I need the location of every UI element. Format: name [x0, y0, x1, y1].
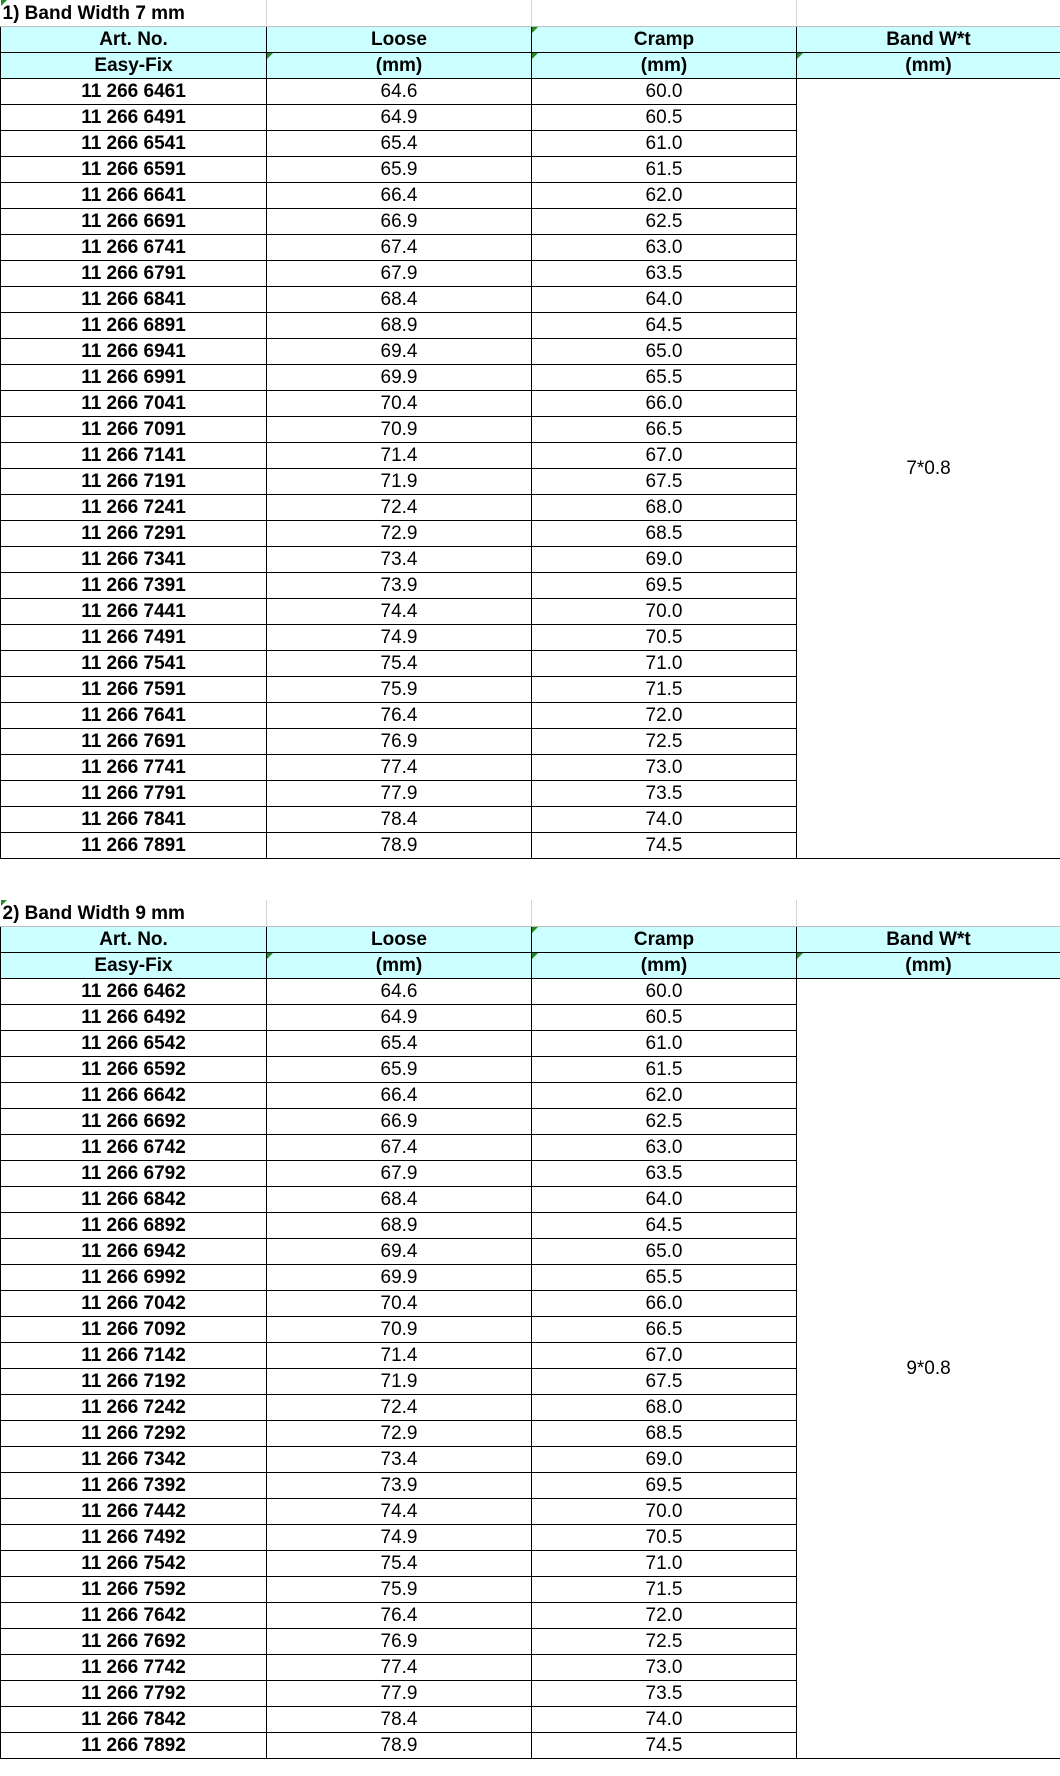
art-no-cell[interactable]: 11 266 6692: [1, 1109, 267, 1135]
art-no-cell[interactable]: 11 266 7791: [1, 781, 267, 807]
section-title-cell[interactable]: [1, 0, 267, 27]
loose-cell[interactable]: 71.4: [267, 443, 532, 469]
art-no-cell[interactable]: 11 266 7142: [1, 1343, 267, 1369]
loose-cell[interactable]: 66.9: [267, 1109, 532, 1135]
cramp-cell[interactable]: 70.0: [532, 599, 797, 625]
cramp-cell[interactable]: 61.5: [532, 157, 797, 183]
loose-cell[interactable]: 70.9: [267, 1317, 532, 1343]
art-no-cell[interactable]: 11 266 7442: [1, 1499, 267, 1525]
loose-cell[interactable]: 69.4: [267, 339, 532, 365]
cramp-cell[interactable]: 60.5: [532, 105, 797, 131]
loose-cell[interactable]: 74.9: [267, 625, 532, 651]
loose-cell[interactable]: 78.9: [267, 833, 532, 859]
header-label: Loose: [371, 929, 427, 950]
cramp-cell[interactable]: 74.0: [532, 1707, 797, 1733]
loose-cell[interactable]: 64.9: [267, 105, 532, 131]
loose-cell[interactable]: 76.4: [267, 1603, 532, 1629]
comment-marker-icon: [532, 927, 538, 933]
header-band-wt[interactable]: [797, 927, 1060, 953]
cramp-cell[interactable]: 62.5: [532, 1109, 797, 1135]
loose-cell[interactable]: 70.4: [267, 391, 532, 417]
comment-marker-icon: [1, 0, 7, 6]
band-wt-merged-cell[interactable]: 9*0.8: [797, 979, 1060, 1759]
loose-cell[interactable]: 76.9: [267, 729, 532, 755]
art-no-cell[interactable]: 11 266 6542: [1, 1031, 267, 1057]
cramp-cell[interactable]: 71.0: [532, 651, 797, 677]
header-label: Band W*t: [886, 29, 971, 50]
art-no-cell[interactable]: 11 266 7141: [1, 443, 267, 469]
loose-cell[interactable]: 77.9: [267, 1681, 532, 1707]
comment-marker-icon: [797, 53, 803, 59]
header-label: Band W*t: [886, 929, 971, 950]
cramp-cell[interactable]: 65.0: [532, 1239, 797, 1265]
cramp-cell[interactable]: 69.0: [532, 1447, 797, 1473]
cramp-cell[interactable]: 72.5: [532, 729, 797, 755]
art-no-cell[interactable]: 11 266 6462: [1, 979, 267, 1005]
cramp-cell[interactable]: 67.5: [532, 469, 797, 495]
cramp-cell[interactable]: 65.0: [532, 339, 797, 365]
loose-cell[interactable]: 72.9: [267, 521, 532, 547]
section-title: 2) Band Width 9 mm: [2, 902, 185, 924]
empty-cell[interactable]: [267, 0, 532, 27]
cramp-cell[interactable]: 70.5: [532, 1525, 797, 1551]
cramp-cell[interactable]: 67.0: [532, 1343, 797, 1369]
loose-cell[interactable]: 65.4: [267, 1031, 532, 1057]
loose-cell[interactable]: 74.4: [267, 599, 532, 625]
art-no-cell[interactable]: 11 266 6642: [1, 1083, 267, 1109]
cramp-cell[interactable]: 60.0: [532, 979, 797, 1005]
section-title-row: [1, 900, 1060, 927]
cramp-cell[interactable]: 65.5: [532, 365, 797, 391]
loose-cell[interactable]: 75.4: [267, 1551, 532, 1577]
header-label: Cramp: [633, 29, 695, 50]
header-loose[interactable]: [267, 927, 532, 953]
subheader-label: (mm): [905, 955, 952, 976]
art-no-cell[interactable]: 11 266 6891: [1, 313, 267, 339]
cramp-cell[interactable]: 68.5: [532, 521, 797, 547]
art-no-cell[interactable]: 11 266 6741: [1, 235, 267, 261]
cramp-cell[interactable]: 73.5: [532, 781, 797, 807]
band-wt-merged-cell[interactable]: 7*0.8: [797, 79, 1060, 859]
subheader-label: Easy-Fix: [94, 955, 173, 976]
art-no-cell[interactable]: 11 266 6942: [1, 1239, 267, 1265]
loose-cell[interactable]: 67.4: [267, 1135, 532, 1161]
cramp-cell[interactable]: 64.5: [532, 313, 797, 339]
loose-cell[interactable]: 68.4: [267, 287, 532, 313]
loose-cell[interactable]: 75.9: [267, 1577, 532, 1603]
cramp-cell[interactable]: 74.0: [532, 807, 797, 833]
loose-cell[interactable]: 69.9: [267, 365, 532, 391]
art-no-cell[interactable]: 11 266 7291: [1, 521, 267, 547]
cramp-cell[interactable]: 71.0: [532, 1551, 797, 1577]
art-no-cell[interactable]: 11 266 7091: [1, 417, 267, 443]
loose-cell[interactable]: 73.9: [267, 1473, 532, 1499]
header-label: Art. No.: [99, 929, 168, 950]
art-no-cell[interactable]: 11 266 6492: [1, 1005, 267, 1031]
art-no-cell[interactable]: 11 266 7492: [1, 1525, 267, 1551]
loose-cell[interactable]: 78.4: [267, 1707, 532, 1733]
art-no-cell[interactable]: 11 266 6461: [1, 79, 267, 105]
header-loose[interactable]: [267, 27, 532, 53]
cramp-cell[interactable]: 68.0: [532, 1395, 797, 1421]
loose-cell[interactable]: 73.4: [267, 1447, 532, 1473]
cramp-cell[interactable]: 64.0: [532, 287, 797, 313]
art-no-cell[interactable]: 11 266 7792: [1, 1681, 267, 1707]
art-no-cell[interactable]: 11 266 7691: [1, 729, 267, 755]
art-no-cell[interactable]: 11 266 7341: [1, 547, 267, 573]
subheader-loose-unit[interactable]: [267, 53, 532, 79]
loose-cell[interactable]: 74.4: [267, 1499, 532, 1525]
header-label: Art. No.: [99, 29, 168, 50]
loose-cell[interactable]: 77.4: [267, 1655, 532, 1681]
section-title-cell[interactable]: [1, 900, 267, 927]
art-no-cell[interactable]: 11 266 6491: [1, 105, 267, 131]
art-no-cell[interactable]: 11 266 6792: [1, 1161, 267, 1187]
cramp-cell[interactable]: 63.5: [532, 261, 797, 287]
band-width-9mm-section: [0, 900, 1060, 1759]
subheader-loose-unit[interactable]: [267, 953, 532, 979]
loose-cell[interactable]: 65.9: [267, 157, 532, 183]
cramp-cell[interactable]: 62.0: [532, 1083, 797, 1109]
art-no-cell[interactable]: 11 266 6691: [1, 209, 267, 235]
cramp-cell[interactable]: 63.5: [532, 1161, 797, 1187]
empty-cell[interactable]: [797, 0, 1060, 27]
art-no-cell[interactable]: 11 266 7742: [1, 1655, 267, 1681]
comment-marker-icon: [532, 953, 538, 959]
comment-marker-icon: [1, 900, 7, 906]
table-row: [1, 979, 1060, 1005]
cramp-cell[interactable]: 63.0: [532, 1135, 797, 1161]
cramp-cell[interactable]: 64.0: [532, 1187, 797, 1213]
cramp-cell[interactable]: 69.0: [532, 547, 797, 573]
loose-cell[interactable]: 69.9: [267, 1265, 532, 1291]
art-no-cell[interactable]: 11 266 7042: [1, 1291, 267, 1317]
cramp-cell[interactable]: 67.5: [532, 1369, 797, 1395]
cramp-cell[interactable]: 72.5: [532, 1629, 797, 1655]
cramp-cell[interactable]: 63.0: [532, 235, 797, 261]
subheader-cramp-unit[interactable]: [532, 953, 797, 979]
loose-cell[interactable]: 64.9: [267, 1005, 532, 1031]
cramp-cell[interactable]: 66.0: [532, 391, 797, 417]
art-no-cell[interactable]: 11 266 7191: [1, 469, 267, 495]
empty-cell[interactable]: [532, 900, 797, 927]
subheader-cramp-unit[interactable]: [532, 53, 797, 79]
art-no-cell[interactable]: 11 266 7491: [1, 625, 267, 651]
loose-cell[interactable]: 66.4: [267, 1083, 532, 1109]
subheader-label: (mm): [640, 55, 688, 76]
art-no-cell[interactable]: 11 266 7842: [1, 1707, 267, 1733]
cramp-cell[interactable]: 68.5: [532, 1421, 797, 1447]
empty-cell[interactable]: [267, 900, 532, 927]
cramp-cell[interactable]: 66.0: [532, 1291, 797, 1317]
art-no-cell[interactable]: 11 266 7541: [1, 651, 267, 677]
loose-cell[interactable]: 78.4: [267, 807, 532, 833]
cramp-cell[interactable]: 71.5: [532, 677, 797, 703]
subheader-band-wt-unit[interactable]: [797, 53, 1060, 79]
subheader-label: (mm): [375, 55, 423, 76]
comment-marker-icon: [532, 27, 538, 33]
cramp-cell[interactable]: 61.5: [532, 1057, 797, 1083]
art-no-cell[interactable]: 11 266 6791: [1, 261, 267, 287]
loose-cell[interactable]: 66.9: [267, 209, 532, 235]
art-no-cell[interactable]: 11 266 6892: [1, 1213, 267, 1239]
art-no-cell[interactable]: 11 266 7441: [1, 599, 267, 625]
subheader-band-wt-unit[interactable]: [797, 953, 1060, 979]
art-no-cell[interactable]: 11 266 7242: [1, 1395, 267, 1421]
cramp-cell[interactable]: 74.5: [532, 1733, 797, 1759]
art-no-cell[interactable]: 11 266 7592: [1, 1577, 267, 1603]
loose-cell[interactable]: 70.4: [267, 1291, 532, 1317]
cramp-cell[interactable]: 67.0: [532, 443, 797, 469]
loose-cell[interactable]: 72.4: [267, 495, 532, 521]
section-title-row: [1, 0, 1060, 27]
art-no-cell[interactable]: 11 266 7241: [1, 495, 267, 521]
loose-cell[interactable]: 64.6: [267, 979, 532, 1005]
art-no-cell[interactable]: 11 266 6592: [1, 1057, 267, 1083]
loose-cell[interactable]: 71.9: [267, 469, 532, 495]
cramp-cell[interactable]: 73.5: [532, 1681, 797, 1707]
art-no-cell[interactable]: 11 266 7392: [1, 1473, 267, 1499]
loose-cell[interactable]: 67.9: [267, 261, 532, 287]
data-table: [0, 0, 1060, 859]
art-no-cell[interactable]: 11 266 6941: [1, 339, 267, 365]
cramp-cell[interactable]: 62.0: [532, 183, 797, 209]
art-no-cell[interactable]: 11 266 6991: [1, 365, 267, 391]
art-no-cell[interactable]: 11 266 7892: [1, 1733, 267, 1759]
art-no-cell[interactable]: 11 266 6841: [1, 287, 267, 313]
subheader-row: [1, 53, 1060, 79]
art-no-cell[interactable]: 11 266 6992: [1, 1265, 267, 1291]
comment-marker-icon: [267, 953, 273, 959]
loose-cell[interactable]: 72.9: [267, 1421, 532, 1447]
loose-cell[interactable]: 76.4: [267, 703, 532, 729]
cramp-cell[interactable]: 70.0: [532, 1499, 797, 1525]
cramp-cell[interactable]: 66.5: [532, 417, 797, 443]
loose-cell[interactable]: 67.9: [267, 1161, 532, 1187]
header-cramp[interactable]: [532, 927, 797, 953]
loose-cell[interactable]: 72.4: [267, 1395, 532, 1421]
art-no-cell[interactable]: 11 266 6541: [1, 131, 267, 157]
loose-cell[interactable]: 67.4: [267, 235, 532, 261]
cramp-cell[interactable]: 72.0: [532, 703, 797, 729]
header-label: Loose: [371, 29, 427, 50]
band-width-7mm-section: [0, 0, 1060, 859]
cramp-cell[interactable]: 61.0: [532, 131, 797, 157]
art-no-cell[interactable]: 11 266 7292: [1, 1421, 267, 1447]
art-no-cell[interactable]: 11 266 7342: [1, 1447, 267, 1473]
cramp-cell[interactable]: 72.0: [532, 1603, 797, 1629]
comment-marker-icon: [532, 53, 538, 59]
loose-cell[interactable]: 76.9: [267, 1629, 532, 1655]
loose-cell[interactable]: 78.9: [267, 1733, 532, 1759]
subheader-row: [1, 953, 1060, 979]
art-no-cell[interactable]: 11 266 7641: [1, 703, 267, 729]
header-label: Cramp: [633, 929, 695, 950]
header-band-wt[interactable]: [797, 27, 1060, 53]
cramp-cell[interactable]: 65.5: [532, 1265, 797, 1291]
loose-cell[interactable]: 64.6: [267, 79, 532, 105]
loose-cell[interactable]: 66.4: [267, 183, 532, 209]
loose-cell[interactable]: 65.4: [267, 131, 532, 157]
subheader-easy-fix[interactable]: [1, 953, 267, 979]
art-no-cell[interactable]: 11 266 7841: [1, 807, 267, 833]
cramp-cell[interactable]: 60.5: [532, 1005, 797, 1031]
cramp-cell[interactable]: 73.0: [532, 755, 797, 781]
cramp-cell[interactable]: 64.5: [532, 1213, 797, 1239]
comment-marker-icon: [797, 953, 803, 959]
cramp-cell[interactable]: 61.0: [532, 1031, 797, 1057]
loose-cell[interactable]: 70.9: [267, 417, 532, 443]
header-row: [1, 27, 1060, 53]
loose-cell[interactable]: 75.4: [267, 651, 532, 677]
loose-cell[interactable]: 68.9: [267, 1213, 532, 1239]
section-title: 1) Band Width 7 mm: [2, 2, 185, 24]
cramp-cell[interactable]: 68.0: [532, 495, 797, 521]
loose-cell[interactable]: 71.4: [267, 1343, 532, 1369]
art-no-cell[interactable]: 11 266 7591: [1, 677, 267, 703]
art-no-cell[interactable]: 11 266 7542: [1, 1551, 267, 1577]
cramp-cell[interactable]: 74.5: [532, 833, 797, 859]
art-no-cell[interactable]: 11 266 7092: [1, 1317, 267, 1343]
cramp-cell[interactable]: 62.5: [532, 209, 797, 235]
cramp-cell[interactable]: 70.5: [532, 625, 797, 651]
loose-cell[interactable]: 75.9: [267, 677, 532, 703]
header-art-no[interactable]: [1, 27, 267, 53]
comment-marker-icon: [267, 53, 273, 59]
cramp-cell[interactable]: 60.0: [532, 79, 797, 105]
subheader-label: Easy-Fix: [94, 55, 173, 76]
art-no-cell[interactable]: 11 266 7891: [1, 833, 267, 859]
loose-cell[interactable]: 77.9: [267, 781, 532, 807]
subheader-easy-fix[interactable]: [1, 53, 267, 79]
loose-cell[interactable]: 77.4: [267, 755, 532, 781]
loose-cell[interactable]: 69.4: [267, 1239, 532, 1265]
loose-cell[interactable]: 65.9: [267, 1057, 532, 1083]
art-no-cell[interactable]: 11 266 7692: [1, 1629, 267, 1655]
art-no-cell[interactable]: 11 266 6591: [1, 157, 267, 183]
subheader-label: (mm): [905, 55, 952, 76]
art-no-cell[interactable]: 11 266 7741: [1, 755, 267, 781]
loose-cell[interactable]: 68.4: [267, 1187, 532, 1213]
loose-cell[interactable]: 71.9: [267, 1369, 532, 1395]
art-no-cell[interactable]: 11 266 7391: [1, 573, 267, 599]
art-no-cell[interactable]: 11 266 7041: [1, 391, 267, 417]
subheader-label: (mm): [640, 955, 688, 976]
loose-cell[interactable]: 74.9: [267, 1525, 532, 1551]
art-no-cell[interactable]: 11 266 6842: [1, 1187, 267, 1213]
cramp-cell[interactable]: 66.5: [532, 1317, 797, 1343]
header-cramp[interactable]: [532, 27, 797, 53]
header-art-no[interactable]: [1, 927, 267, 953]
art-no-cell[interactable]: 11 266 6641: [1, 183, 267, 209]
empty-cell[interactable]: [797, 900, 1060, 927]
cramp-cell[interactable]: 71.5: [532, 1577, 797, 1603]
art-no-cell[interactable]: 11 266 7192: [1, 1369, 267, 1395]
loose-cell[interactable]: 68.9: [267, 313, 532, 339]
cramp-cell[interactable]: 69.5: [532, 1473, 797, 1499]
loose-cell[interactable]: 73.4: [267, 547, 532, 573]
art-no-cell[interactable]: 11 266 6742: [1, 1135, 267, 1161]
subheader-label: (mm): [375, 955, 423, 976]
table-row: [1, 79, 1060, 105]
header-row: [1, 927, 1060, 953]
art-no-cell[interactable]: 11 266 7642: [1, 1603, 267, 1629]
cramp-cell[interactable]: 73.0: [532, 1655, 797, 1681]
loose-cell[interactable]: 73.9: [267, 573, 532, 599]
data-table: [0, 900, 1060, 1759]
cramp-cell[interactable]: 69.5: [532, 573, 797, 599]
empty-cell[interactable]: [532, 0, 797, 27]
